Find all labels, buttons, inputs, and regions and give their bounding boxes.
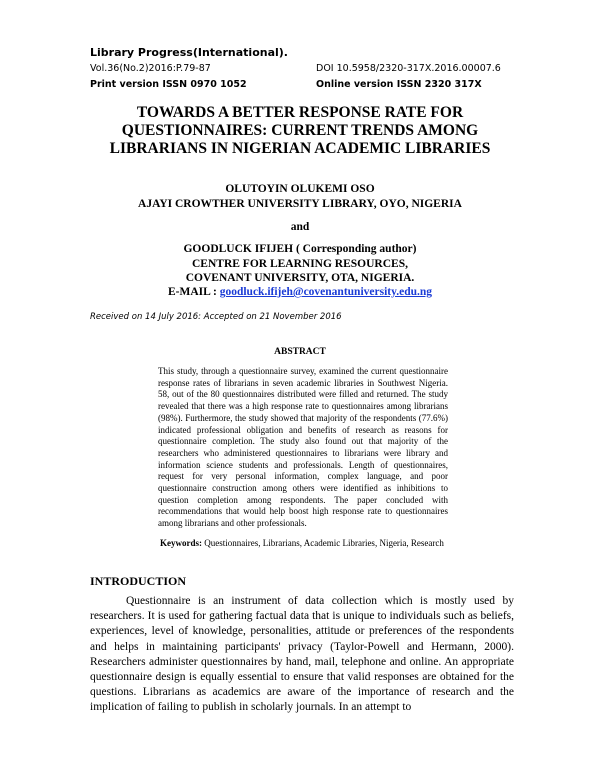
- introduction-paragraph: [90, 594, 514, 716]
- abstract-text: This study, through a questionnaire survey, examined the current questionnaire response rates of librarians in seven academic libraries in Southwest Nigeria. 58, out of the 80 questionnaires distributed were filled and returned. The study revealed that there was a high response rate to questionnaires among librarians (98%). Furthermore, the study showed that majority of the respondents (77.6%) indicated professional obligation and benefits of research as reasons for questionnaire completion. The study also found out that majority of the researchers who administered questionnaires to librarians were library and information science students and professionals. Length of questionnaires, request for very personal information, complex language, and poor questionnaire construction among others were identified as inhibitions to question completion among respondents. The paper concluded with recommendations that would help boost high response rate to questionnaires among librarians and other professionals.: [158, 366, 448, 529]
- received-dates: Received on 14 July 2016: Accepted on 21 November 2016: [90, 312, 342, 322]
- author2-affiliation-2: COVENANT UNIVERSITY, OTA, NIGERIA.: [185, 272, 415, 284]
- email-link[interactable]: goodluck.ifijeh@covenantuniversity.edu.ng: [219, 286, 433, 298]
- abstract-heading: ABSTRACT: [274, 347, 326, 357]
- journal-name: Library Progress(International).: [90, 46, 288, 59]
- author2-name: GOODLUCK IFIJEH ( Corresponding author): [183, 243, 417, 255]
- introduction-text: Questionnaire is an instrument of data collection which is mostly used by researchers. It is used for gathering factual data that is unique to individuals such as beliefs, experiences, level of knowledge, personalities, attitude or preferences of the respondents and helps in maintaining participants' privacy (Taylor-Powell and Hermann, 2000). Researchers administer questionnaires by hand, mail, telephone and online. An appropriate questionnaire design is equally essential to ensure that valid responses are obtained for the questions. Librarians as academics are aware of the importance of research and the implication of failing to publish in scholarly journals. In an attempt to: [90, 595, 514, 714]
- title-line: TOWARDS A BETTER RESPONSE RATE FOR: [136, 104, 464, 121]
- online-issn: Online version ISSN 2320 317X: [316, 79, 482, 90]
- keywords-text: Questionnaires, Librarians, Academic Libraries, Nigeria, Research: [202, 538, 444, 548]
- email-label: E-MAIL :: [167, 286, 220, 298]
- introduction-heading: INTRODUCTION: [90, 574, 187, 588]
- author1-affiliation: AJAYI CROWTHER UNIVERSITY LIBRARY, OYO, NIGERIA: [138, 198, 462, 210]
- paper-title: [60, 104, 540, 158]
- and-separator: and: [290, 221, 310, 233]
- title-line: QUESTIONNAIRES: CURRENT TRENDS AMONG: [121, 122, 479, 139]
- volume-info: Vol.36(No.2)2016:P.79-87: [90, 63, 211, 74]
- author2-email-line: [60, 285, 540, 299]
- author1-name: OLUTOYIN OLUKEMI OSO: [225, 183, 375, 195]
- title-line: LIBRARIANS IN NIGERIAN ACADEMIC LIBRARIES: [109, 140, 491, 157]
- author2-affiliation-1: CENTRE FOR LEARNING RESOURCES,: [192, 258, 408, 270]
- print-issn: Print version ISSN 0970 1052: [90, 79, 247, 90]
- keywords-label: Keywords:: [160, 538, 202, 548]
- keywords: [160, 538, 444, 548]
- doi: DOI 10.5958/2320-317X.2016.00007.6: [316, 63, 501, 74]
